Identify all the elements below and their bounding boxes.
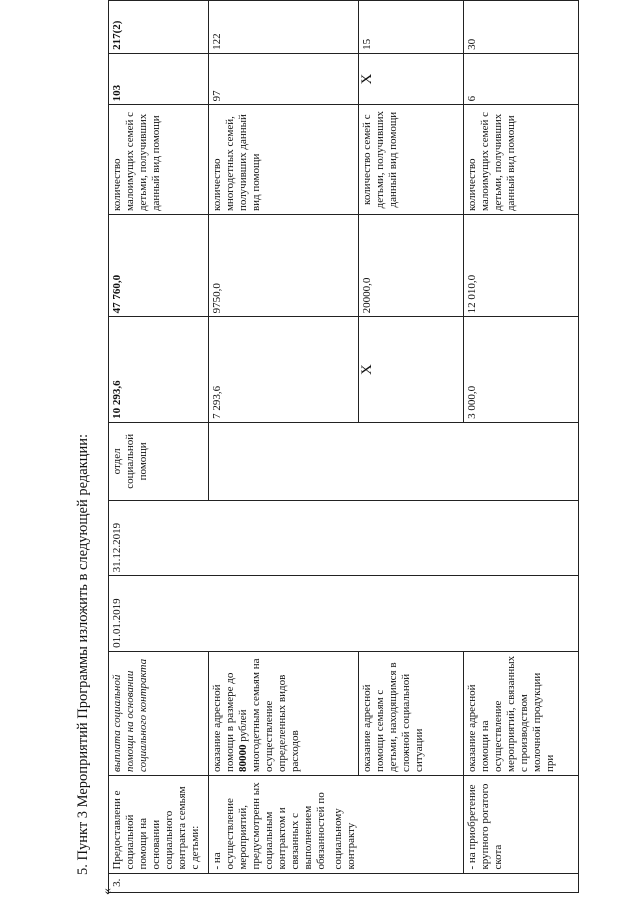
indicator: количество малоимущих семей с детьми, получивших данный вид помощи: [464, 105, 579, 215]
end-date: 31.12.2019: [109, 500, 579, 576]
value-total: 217(2): [109, 1, 209, 54]
value-total: 30: [464, 1, 579, 54]
amount-2019: 3 000,0: [464, 317, 579, 423]
measure-description: оказание адресной помощи семьям с детьми, находящимся в сложной социальной ситуации: [359, 651, 464, 775]
value-2019: 6: [464, 53, 579, 104]
amount-2019: X: [359, 317, 464, 423]
measure-description: оказание адресной помощи на осуществление мероприятий, связанных с производством молочной продукции при: [464, 651, 579, 775]
measure-name: Предоставлени е социальной помощи на основании социального контракта семьям с детьми:: [109, 776, 209, 874]
start-date: 01.01.2019: [109, 576, 579, 652]
measure-name-continuation: социальному контракту: [332, 808, 357, 870]
amount-total: 47 760,0: [109, 215, 209, 317]
value-2019: X: [359, 53, 464, 104]
value-total: 122: [209, 1, 359, 54]
indicator: количество многодетных семей, получивших данный вид помощи: [209, 105, 359, 215]
section-heading: 5. Пункт 3 Мероприятий Программы изложить в следующей редакции:: [75, 433, 91, 875]
description-post: рублей многодетным семьям на осуществление определенных видов расходов: [237, 658, 301, 772]
indicator: количество семей с детьми, получивших данный вид помощи: [359, 105, 464, 215]
amount-2019: 7 293,6: [209, 317, 359, 423]
amount-total: 20000,0: [359, 215, 464, 317]
description-amount: 80000: [237, 744, 249, 772]
value-2019: 103: [109, 53, 209, 104]
amount-total: 12 010,0: [464, 215, 579, 317]
indicator: количество малоимущих семей с детьми, получивших данный вид помощи: [109, 105, 209, 215]
amount-2019: 10 293,6: [109, 317, 209, 423]
measure-description: [209, 651, 359, 775]
row-number: 3.: [109, 873, 579, 892]
table-row: [209, 1, 359, 893]
amount-total: 9750,0: [209, 215, 359, 317]
measure-description: выплата социальной помощи на основании социального контракта: [109, 651, 209, 775]
description-pre: оказание адресной помощи в размере до: [211, 672, 236, 772]
table-row: [109, 1, 209, 893]
value-total: 15: [359, 1, 464, 54]
value-2019: 97: [209, 53, 359, 104]
measure-name: - на осуществление мероприятий, предусмотренн ых социальным контрактом и связанных с выполнением обязанностей по социальному контракту: [209, 776, 464, 874]
executor: отдел социальной помощи: [109, 422, 209, 500]
executor-empty: [209, 422, 579, 500]
opening-quote: «: [100, 888, 115, 895]
program-table: [108, 0, 579, 893]
measure-name: - на приобретение крупного рогатого скота: [464, 776, 579, 874]
